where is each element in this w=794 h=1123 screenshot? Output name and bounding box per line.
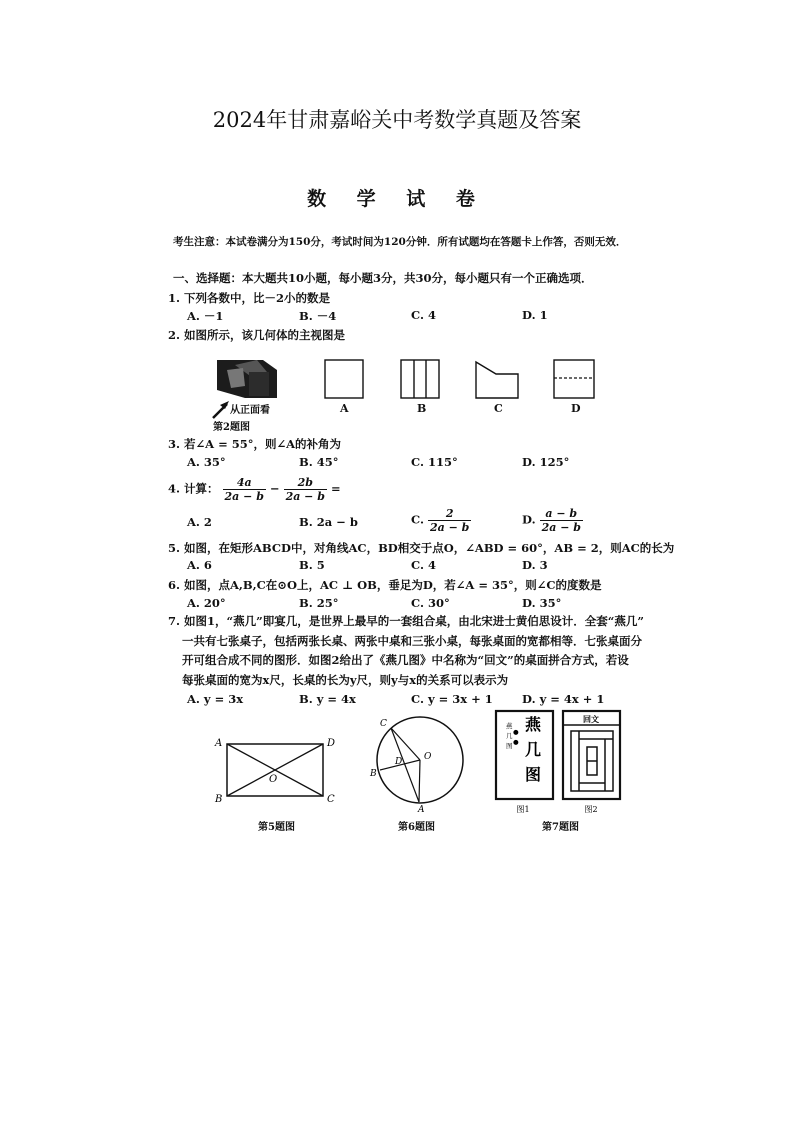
q4-option-a: A. 2 bbox=[187, 515, 212, 529]
q4-f1-denominator: 2a − b bbox=[224, 490, 264, 503]
q4-option-c bbox=[411, 507, 471, 534]
q2-label-b: B bbox=[417, 402, 427, 415]
q7-stem bbox=[168, 612, 644, 690]
q2-label-a: A bbox=[340, 402, 349, 415]
q5-option-c: C. 4 bbox=[411, 558, 436, 572]
q4-fraction-2 bbox=[284, 476, 327, 503]
q4-option-d bbox=[522, 507, 583, 534]
fig6-circle-diagram bbox=[365, 712, 475, 812]
document-title: 2024年甘肃嘉峪关中考数学真题及答案 bbox=[212, 108, 582, 132]
fig7-book-title-2: 几 bbox=[524, 740, 542, 759]
q7-line-1: 7. 如图1，“燕几”即宴几，是世界上最早的一套组合桌，由北宋进士黄伯思设计．全套“燕几” bbox=[168, 614, 644, 628]
fig5-label-d: D bbox=[327, 738, 336, 749]
q4-option-c-fraction bbox=[428, 507, 471, 534]
q2-figure-caption: 第2题图 bbox=[213, 422, 250, 433]
fig7-side-inscription bbox=[506, 721, 519, 750]
q7-option-c: C. y = 3x + 1 bbox=[411, 692, 493, 706]
q1-option-b: B. －4 bbox=[299, 309, 337, 323]
view-option-a bbox=[325, 360, 363, 398]
q6-option-c: C. 30° bbox=[411, 596, 450, 610]
q2-figures bbox=[205, 350, 605, 435]
q7-option-b: B. y = 4x bbox=[299, 692, 356, 706]
fig7-huiwen-title: 回文 bbox=[583, 714, 599, 724]
q6-stem: 6. 如图，点A,B,C在⊙O上，AC ⊥ OB，垂足为D，若∠A = 35°，则∠C的度数是 bbox=[168, 578, 602, 592]
q1-option-a: A. －1 bbox=[187, 309, 224, 323]
q3-option-c: C. 115° bbox=[411, 455, 458, 469]
section-heading: 一、选择题：本大题共10小题，每小题3分，共30分，每小题只有一个正确选项． bbox=[173, 271, 593, 285]
q4-option-d-fraction bbox=[540, 507, 583, 534]
view-option-c bbox=[476, 362, 518, 398]
fig7-book-title-3: 图 bbox=[524, 765, 542, 784]
fig7-huiwen-layout bbox=[571, 731, 613, 791]
fig6-segment-oa bbox=[419, 760, 420, 802]
q5-option-d: D. 3 bbox=[522, 558, 548, 572]
fig7-yanji-figures bbox=[493, 708, 623, 816]
fig5-rectangle-diagram bbox=[210, 730, 340, 810]
fig5-label-c: C bbox=[327, 794, 335, 805]
fig7-caption: 第7题图 bbox=[542, 822, 579, 833]
q2-label-c: C bbox=[494, 402, 503, 415]
q6-option-a: A. 20° bbox=[187, 596, 226, 610]
q4-d-numerator: a − b bbox=[540, 507, 583, 521]
q7-line-3: 开可组合成不同的图形．如图2给出了《燕几图》中名称为“回文”的桌面拼合方式，若设 bbox=[182, 653, 629, 667]
fig5-label-o: O bbox=[269, 774, 278, 785]
solid-object-image bbox=[217, 360, 277, 398]
q4-f2-denominator: 2a − b bbox=[285, 490, 325, 503]
q3-option-a: A. 35° bbox=[187, 455, 226, 469]
q4-f1-numerator: 4a bbox=[223, 476, 266, 490]
view-option-b bbox=[401, 360, 439, 398]
q4-stem bbox=[168, 476, 341, 503]
q4-option-b: B. 2a − b bbox=[299, 515, 358, 529]
svg-text:●: ● bbox=[513, 728, 519, 736]
q2-stem: 2. 如图所示，该几何体的主视图是 bbox=[168, 328, 346, 342]
q4-d-denominator: 2a − b bbox=[541, 521, 581, 534]
fig6-segment-co bbox=[391, 728, 420, 760]
q5-option-a: A. 6 bbox=[187, 558, 212, 572]
q4-stem-text: 4. 计算： bbox=[168, 481, 219, 496]
q7-line-4: 每张桌面的宽为x尺，长桌的长为y尺，则y与x的关系可以表示为 bbox=[182, 672, 509, 687]
q4-option-d-label: D. bbox=[522, 512, 536, 527]
q2-label-d: D bbox=[571, 402, 581, 415]
fig7-book-title-1: 燕 bbox=[524, 715, 542, 734]
q5-stem: 5. 如图，在矩形ABCD中，对角线AC，BD相交于点O，∠ABD = 60°，AB = 2，则AC的长为 bbox=[168, 541, 675, 555]
fig6-label-d: D bbox=[395, 757, 403, 767]
fig7-label-fig2: 图2 bbox=[584, 805, 598, 814]
q7-option-d: D. y = 4x + 1 bbox=[522, 692, 605, 706]
q4-c-numerator: 2 bbox=[428, 507, 471, 521]
front-view-label: 从正面看 bbox=[230, 405, 270, 416]
q4-c-denominator: 2a − b bbox=[429, 521, 470, 534]
q7-option-a: A. y = 3x bbox=[187, 692, 244, 706]
fig5-label-b: B bbox=[215, 794, 223, 805]
fig6-caption: 第6题图 bbox=[398, 822, 435, 833]
svg-text:图: 图 bbox=[506, 742, 513, 750]
q3-option-d: D. 125° bbox=[522, 455, 570, 469]
fig5-label-a: A bbox=[215, 738, 223, 749]
q4-option-c-label: C. bbox=[411, 512, 424, 527]
fig7-label-fig1: 图1 bbox=[516, 805, 530, 814]
paper-title: 数 学 试 卷 bbox=[307, 188, 487, 210]
q6-option-d: D. 35° bbox=[522, 596, 562, 610]
fig6-label-a: A bbox=[418, 805, 425, 812]
view-option-d bbox=[554, 360, 594, 398]
q1-stem: 1. 下列各数中，比－2小的数是 bbox=[168, 291, 331, 305]
svg-text:●: ● bbox=[513, 738, 519, 746]
q6-option-b: B. 25° bbox=[299, 596, 339, 610]
q1-option-c: C. 4 bbox=[411, 308, 436, 322]
q1-option-d: D. 1 bbox=[522, 308, 548, 322]
q3-stem: 3. 若∠A = 55°，则∠A的补角为 bbox=[168, 437, 342, 451]
fig5-caption: 第5题图 bbox=[258, 822, 295, 833]
exam-notice: 考生注意：本试卷满分为150分，考试时间为120分钟．所有试题均在答题卡上作答，否则无效． bbox=[173, 236, 627, 248]
fig6-label-c: C bbox=[380, 719, 387, 729]
svg-text:燕: 燕 bbox=[506, 722, 513, 730]
q3-option-b: B. 45° bbox=[299, 455, 339, 469]
q4-equals: = bbox=[330, 481, 341, 496]
q4-fraction-1 bbox=[223, 476, 266, 503]
fig6-label-o: O bbox=[424, 752, 432, 762]
fig6-label-b: B bbox=[370, 769, 377, 779]
q4-minus: − bbox=[269, 481, 280, 496]
svg-text:几: 几 bbox=[506, 732, 513, 740]
q5-option-b: B. 5 bbox=[299, 558, 325, 572]
q4-f2-numerator: 2b bbox=[284, 476, 327, 490]
q7-line-2: 一共有七张桌子，包括两张长桌、两张中桌和三张小桌，每张桌面的宽都相等．七张桌面分 bbox=[182, 633, 642, 648]
